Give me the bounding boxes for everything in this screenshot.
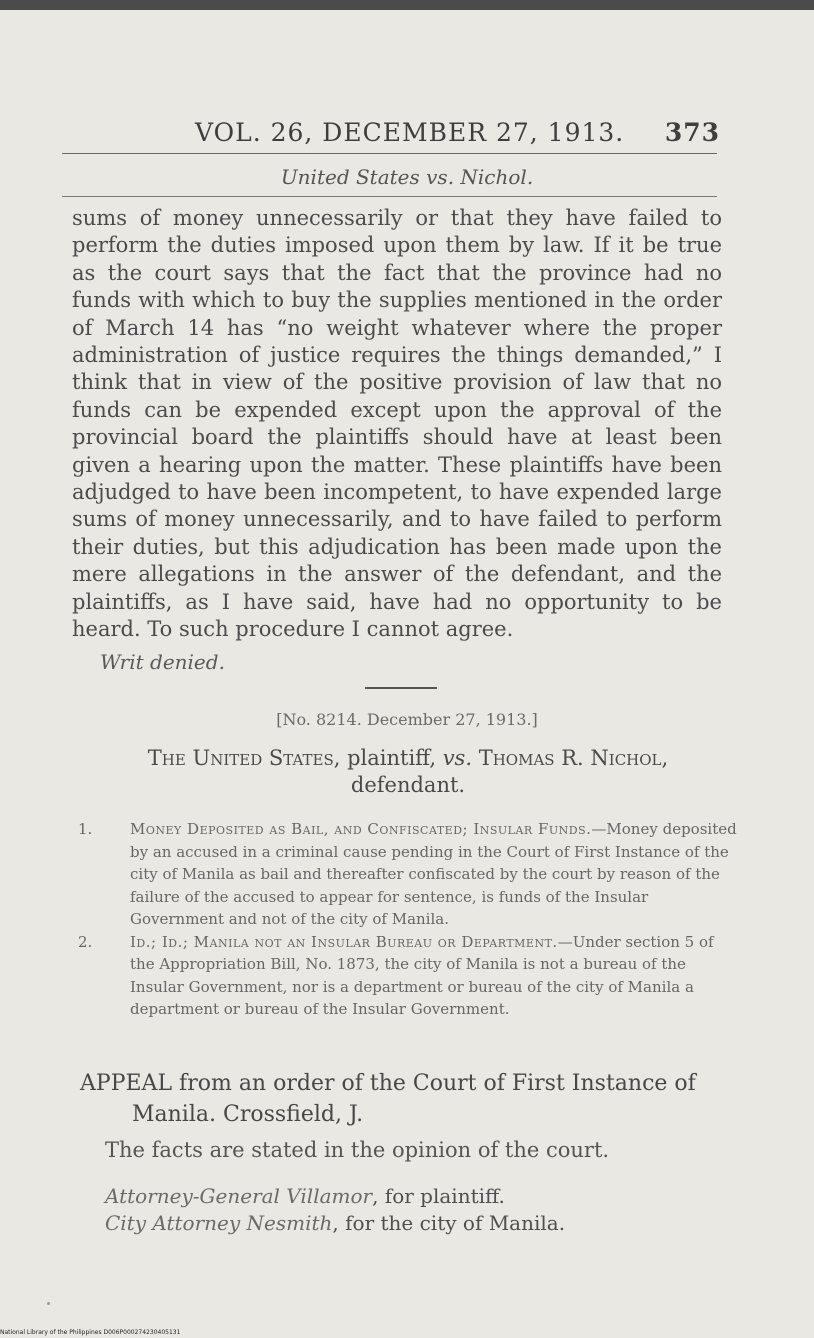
syllabus-heading: Id.; Id.; Manila not an Insular Bureau or Department. — [130, 932, 558, 951]
defendant-role: , defendant. — [350, 746, 669, 797]
syllabus-item — [78, 931, 738, 1021]
syllabus-text: —Under section 5 of the Appropriation Bill, No. 1873, the city of Manila is not a bureau of the Insular Government, nor is a department or bureau of the city of Manila a department or bureau of the Insular Government. — [130, 932, 714, 1018]
running-head — [195, 118, 720, 147]
volume-date: VOL. 26, DECEMBER 27, 1913. — [195, 118, 625, 147]
facts-line: The facts are stated in the opinion of the court. — [105, 1138, 610, 1162]
appeal-text: from an order of the Court of First Instance of — [172, 1071, 696, 1096]
defendant-name: Thomas R. Nichol — [478, 746, 662, 770]
syllabus-heading: Money Deposited as Bail, and Confiscated; Insular Funds. — [130, 820, 592, 838]
opinion-paragraph: sums of money unnecessarily or that they have failed to perform the duties imposed upon them by law. If it be true as the court says that the fact that the province had no funds with which to buy the supplies mentioned in the order of March 14 has “no weight whatever where the proper administration of justice requires the things demanded,” I think that in view of the positive provision of law that no funds can be expended except upon the approval of the provincial board the plaintiffs should have at least been given a hearing upon the matter. These plaintiffs have been adjudged to have been incompetent, to have expended large sums of money unnecessarily, and to have failed to perform their duties, but this adjudication has been made upon the mere allegations in the answer of the defendant, and the plaintiffs, as I have said, have had no opportunity to be heard. To such procedure I cannot agree. — [72, 206, 722, 642]
docket-line: [No. 8214. December 27, 1913.] — [276, 710, 538, 729]
page-number: 373 — [664, 118, 720, 147]
syllabus-number: 1. — [78, 820, 93, 838]
appeal-continuation: Manila. Crossfield, J. — [132, 1102, 364, 1127]
case-parties — [88, 745, 728, 799]
section-divider — [365, 687, 437, 689]
appeal-lead: APPEAL — [80, 1071, 173, 1096]
versus: vs. — [442, 746, 473, 770]
counsel-line — [105, 1210, 565, 1237]
counsel-role: , for the city of Manila. — [332, 1211, 566, 1235]
syllabus-number: 2. — [78, 932, 93, 951]
header-rule-bottom — [62, 196, 717, 197]
scan-edge — [0, 0, 814, 10]
plaintiff-role: , plaintiff, — [333, 746, 443, 770]
syllabus-item — [78, 818, 738, 931]
counsel-line — [105, 1183, 565, 1210]
disposition: Writ denied. — [100, 650, 225, 674]
counsel-name: Attorney-General Villamor — [105, 1184, 373, 1208]
counsel-name: City Attorney Nesmith — [105, 1211, 333, 1235]
header-rule-top — [62, 153, 717, 154]
counsel-role: , for plaintiff. — [372, 1184, 505, 1208]
case-heading: United States vs. Nichol. — [280, 165, 534, 189]
counsel-block — [105, 1183, 565, 1237]
appeal-statement — [80, 1068, 740, 1130]
syllabus-text: —Money deposited by an accused in a criminal cause pending in the Court of First Instance of the city of Manila as bail and thereafter confiscated by the court by reason of the failure of the accused to appear for sentence, is funds of the Insular Government and not of the city of Manila. — [130, 820, 737, 928]
plaintiff-name: The United States — [147, 746, 334, 770]
scan-footer: National Library of the Philippines D006P000274230405131 — [0, 1329, 181, 1336]
syllabus — [78, 818, 738, 1021]
scan-speck — [47, 1302, 50, 1305]
